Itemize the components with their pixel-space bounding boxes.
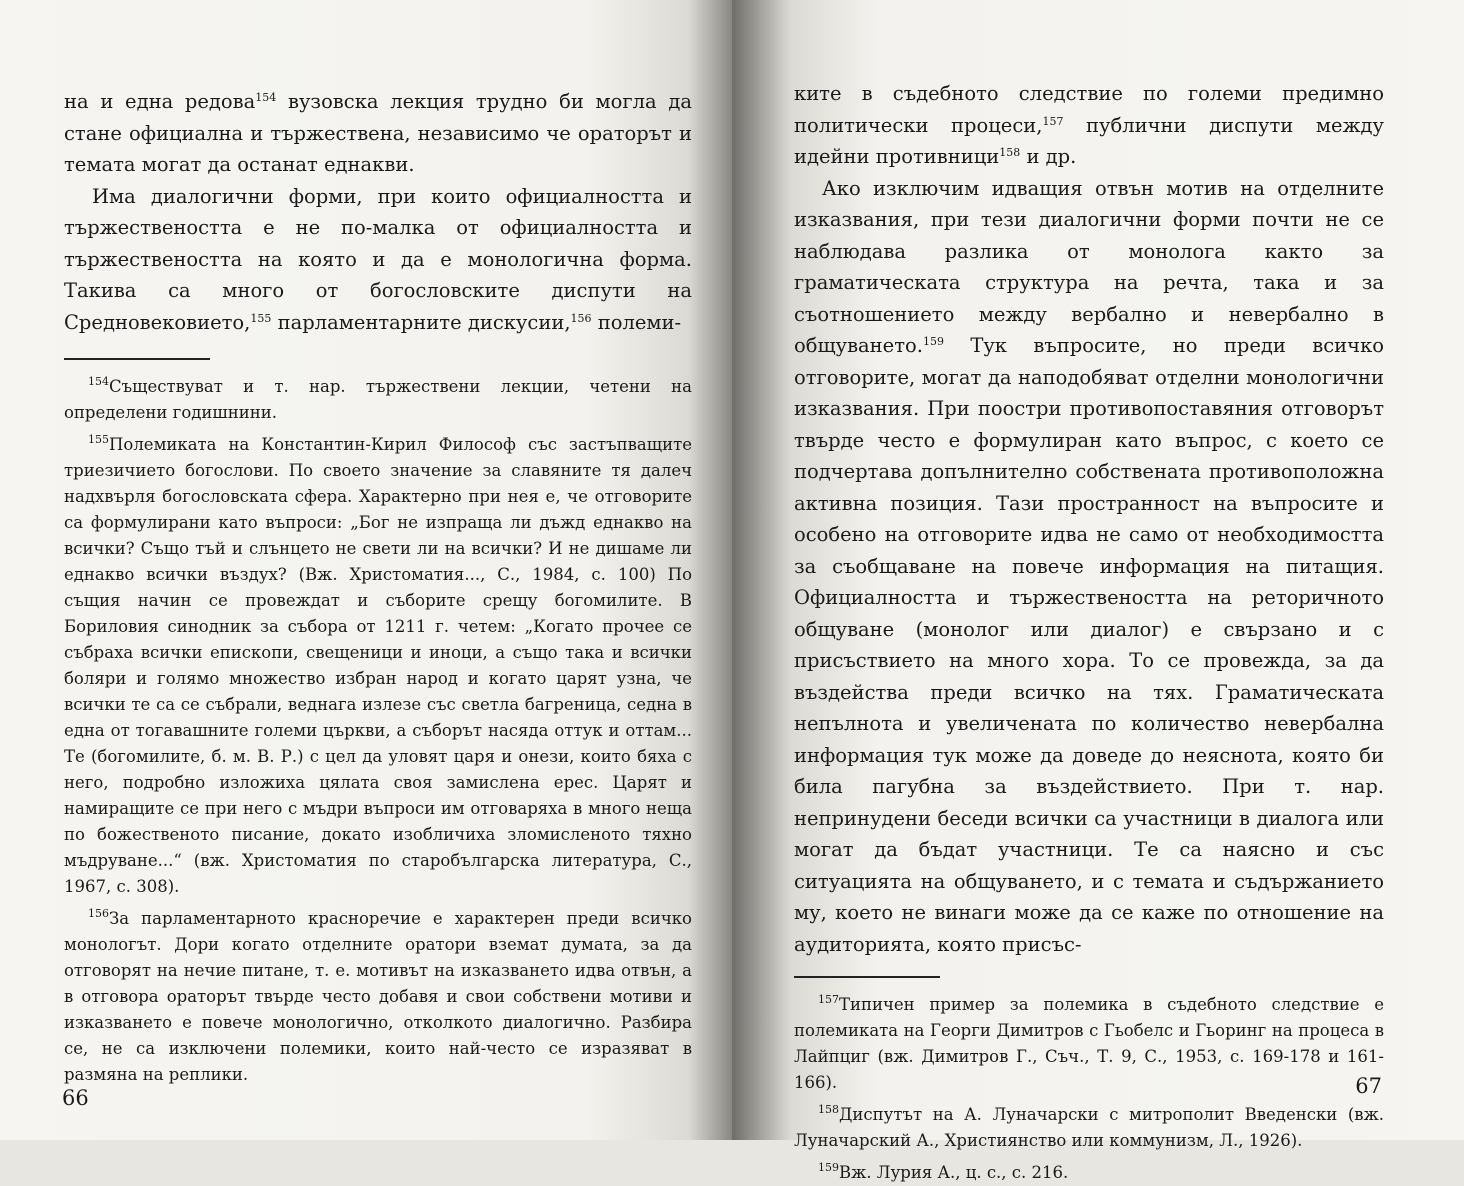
footnote [794, 1102, 1384, 1154]
text-segment: Има диалогични форми, при които официалността и тържествеността е не по-малка от официалността и тържествеността на която и да е монологична форма. Такива са много от богословските диспути на Средновековието, [64, 184, 692, 334]
footnote-number: 157 [818, 993, 839, 1006]
footnote-text: Вж. Лурия А., ц. с., с. 216. [839, 1163, 1069, 1182]
footnote [64, 432, 692, 900]
text-segment: полеми- [591, 310, 682, 334]
page-number: 66 [62, 1086, 89, 1110]
footnote-text: Диспутът на А. Луначарски с митрополит Введенски (вж. Луначарский А., Християнство или коммунизм, Л., 1926). [794, 1105, 1384, 1150]
left-page [0, 0, 732, 1140]
left-footnotes [64, 374, 692, 1088]
body-paragraph [794, 173, 1384, 961]
footnote-number: 158 [818, 1103, 839, 1116]
left-body-text [64, 86, 692, 338]
footnote-rule [794, 976, 940, 978]
body-paragraph [64, 86, 692, 181]
footnote-text: Съществуват и т. нар. тържествени лекции, четени на определени годишнини. [64, 377, 692, 422]
text-segment: ките в съдебното следствие по големи предимно политически процеси, [794, 82, 1384, 137]
footnote [794, 992, 1384, 1096]
footnote-ref: 159 [922, 335, 944, 348]
footnote-text: Типичен пример за полемика в съдебното следствие е полемиката на Георги Димитров с Гьобелс и Гьоринг на процеса в Лайпциг (вж. Димитров Г., Съч., Т. 9, С., 1953, с. 169-178 и 161-166). [794, 995, 1384, 1092]
footnote-ref: 157 [1042, 114, 1064, 128]
footnote-number: 154 [88, 375, 109, 388]
footnote-number: 159 [818, 1161, 839, 1174]
right-page [732, 0, 1464, 1182]
text-segment: публични диспути между идейни противници [794, 113, 1384, 168]
footnote-text: Полемиката на Константин-Кирил Философ със застъпващите триезичието богослови. По своето значение за славяните тя далеч надхвърля богословската сфера. Характерно при нея е, че отговорите са формулирани като въпроси: „Бог не изпраща ли дъжд еднакво на всички? Също тъй и слънцето не свети ли на всички? И не дишаме ли еднакво всички въздух? (Вж. Христоматия..., С., 1984, с. 100) По същия начин се провеждат и съборите срещу богомилите. В Бориловия синодник за събора от 1211 г. четем: „Когато прочее се събраха всички епископи, свещеници и иноци, а също така и всички боляри и голямо множество избран народ и когато царят узна, че всички те са се събрали, веднага излезе със светла багреница, седна в една от тогавашните големи църкви, а съборът насяда оттук и оттам... Те (богомилите, б. м. В. Р.) с цел да уловят царя и онези, които бяха с него, подробно изложиха цялата своя замислена ерес. Царят и намиращите се при него с мъдри въпроси им отговаряха в много неща по божественото писание, докато изобличиха зломисленото тяхно мъдруване...“ (вж. Христоматия по старобългарска литература, С., 1967, с. 308). [64, 435, 692, 896]
body-paragraph [794, 78, 1384, 173]
footnote [64, 374, 692, 426]
footnote-ref: 154 [255, 91, 277, 104]
footnote-ref: 158 [999, 146, 1021, 159]
footnote-rule [64, 358, 210, 360]
right-footnotes [794, 992, 1384, 1186]
footnote-number: 156 [88, 907, 109, 920]
page-number: 67 [1355, 1074, 1382, 1098]
footnote-ref: 155 [250, 311, 272, 325]
footnote-number: 155 [88, 433, 109, 446]
text-segment: парламентарните дискусии, [271, 310, 571, 334]
text-segment: Тук въпросите, но преди всичко отговорите, могат да наподобяват отделни монологични изказвания. При поостри противопоставяния отговорът твърде често е формулиран като въпрос, с което се подчертава допълнително собствената противоположна активна позиция. Тази пространност на въпросите и особено на отговорите идва не само от необходимостта за съобщаване на повече информация на питащия. Официалността и тържествеността на реторичното общуване (монолог или диалог) е свързано и с присъствието на много хора. То се провежда, за да въздейства преди всичко на тях. Граматическата непълнота и увеличената по количество невербална информация тук може да доведе до неяснота, която би била пагубна за въздействието. При т. нар. непринудени беседи всички са участници в диалога или могат да бъдат участници. Те са наясно и със ситуацията на общуването, и с темата и съдържанието му, което не винаги може да се каже по отношение на аудиторията, която присъс- [794, 334, 1384, 956]
right-body-text [794, 78, 1384, 960]
text-segment: и др. [1020, 145, 1077, 168]
footnote-text: За парламентарното красноречие е характерен преди всичко монологът. Дори когато отделните оратори вземат думата, за да отговорят на нечие питане, т. е. мотивът на изказването идва отвън, а в отговора ораторът твърде често добавя и свои собствени мотиви и изказването е повече монологично, отколкото диалогично. Разбира се, не са изключени полемики, които най-често се изразяват в размяна на реплики. [64, 909, 692, 1084]
footnote-ref: 156 [570, 311, 592, 325]
footnote [64, 906, 692, 1088]
footnote [794, 1160, 1384, 1186]
text-segment: Ако изключим идващия отвън мотив на отделните изказвания, при тези диалогични форми почти не се наблюдава разлика от монолога както за граматическата структура на речта, така и за съотношението между вербално и невербално в общуването. [794, 176, 1384, 357]
text-segment: вузовска лекция трудно би могла да стане официална и тържествена, независимо че ораторът и темата могат да останат еднакви. [64, 90, 692, 176]
text-segment: на и една редова [64, 90, 256, 113]
body-paragraph [64, 181, 692, 339]
